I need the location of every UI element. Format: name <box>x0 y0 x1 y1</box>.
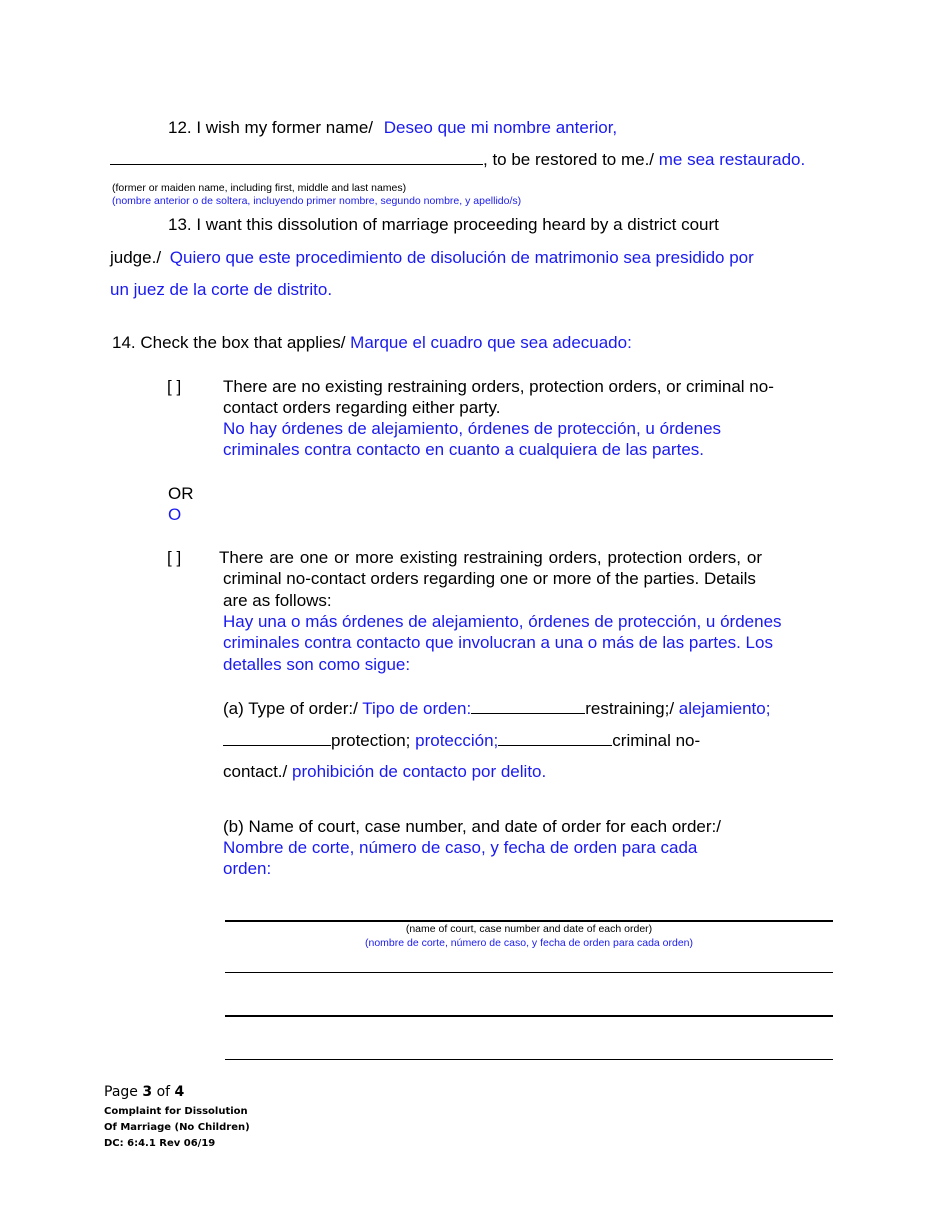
court-info-caption-en: (name of court, case number and date of each order) <box>405 923 653 935</box>
option2-es-line3: detalles son como sigue: <box>223 655 411 674</box>
restraining-blank[interactable] <box>471 697 585 714</box>
type-of-order-es: Tipo de orden: <box>362 699 472 718</box>
court-info-field-4[interactable] <box>225 1059 833 1060</box>
page-number <box>104 1084 184 1101</box>
item12-line1 <box>168 117 617 138</box>
item13-en-line2: judge./ <box>110 248 162 267</box>
protection-blank[interactable] <box>223 729 331 746</box>
footer-line2: Of Marriage (No Children) <box>104 1122 250 1133</box>
item13-es-line3: un juez de la corte de distrito. <box>110 280 333 299</box>
footer-line1: Complaint for Dissolution <box>104 1106 248 1117</box>
option2-checkbox[interactable]: [ ] <box>167 548 182 567</box>
item14-heading <box>112 332 632 353</box>
item12-note-es: (nombre anterior o de soltera, incluyendo primer nombre, segundo nombre, y apellido/s) <box>112 195 522 207</box>
option1-es-line2: criminales contra contacto en cuanto a cualquiera de las partes. <box>223 440 704 459</box>
criminal-blank[interactable] <box>498 729 612 746</box>
contact-es: prohibición de contacto por delito. <box>292 762 547 781</box>
item12-note-en: (former or maiden name, including first, middle and last names) <box>112 182 407 194</box>
footer-line3: DC: 6:4.1 Rev 06/19 <box>104 1138 216 1149</box>
option2-en-line3: are as follows: <box>223 591 332 610</box>
option1-checkbox[interactable]: [ ] <box>167 377 182 396</box>
option2-es-line2: criminales contra contacto que involucran a una o más de las partes. Los <box>223 633 773 652</box>
type-of-order-line2 <box>223 729 700 751</box>
type-of-order-line3 <box>223 761 546 782</box>
former-name-field[interactable] <box>110 148 483 165</box>
option1-en-line1: There are no existing restraining orders, protection orders, or criminal no- <box>223 377 774 396</box>
item12-line2 <box>110 148 805 170</box>
type-of-order-en: (a) Type of order:/ <box>223 699 358 718</box>
or-es: O <box>168 505 182 524</box>
protection-es: protección; <box>415 731 499 750</box>
page-num: 3 <box>142 1084 153 1100</box>
item12-es-start: Deseo que mi nombre anterior, <box>383 118 618 137</box>
court-info-es-line2: orden: <box>223 859 272 878</box>
restraining-en: restraining;/ <box>585 699 675 718</box>
court-info-es-line1: Nombre de corte, número de caso, y fecha de orden para cada <box>223 838 698 857</box>
court-info-caption-es: (nombre de corte, número de caso, y fecha de orden para cada orden) <box>364 937 694 949</box>
item12-es-end: me sea restaurado. <box>658 150 806 169</box>
restraining-es: alejamiento; <box>678 699 771 718</box>
item13-en-line1: 13. I want this dissolution of marriage proceeding heard by a district court <box>168 215 719 234</box>
option2-en-line1: There are one or more existing restraining orders, protection orders, or <box>219 548 763 567</box>
court-info-field-1[interactable] <box>225 920 833 922</box>
page-total: 4 <box>174 1084 185 1100</box>
item13-line2 <box>110 247 754 268</box>
item14-en: 14. Check the box that applies/ <box>112 333 346 352</box>
court-info-field-3[interactable] <box>225 1015 833 1017</box>
type-of-order-line1 <box>223 697 770 719</box>
option1-es-line1: No hay órdenes de alejamiento, órdenes de protección, u órdenes <box>223 419 722 438</box>
page-label: Page <box>104 1084 138 1100</box>
or-en: OR <box>168 484 194 503</box>
option1-en-line2: contact orders regarding either party. <box>223 398 501 417</box>
criminal-en: criminal no- <box>612 731 701 750</box>
item12-en-end: , to be restored to me./ <box>483 150 655 169</box>
option2-es-line1: Hay una o más órdenes de alejamiento, órdenes de protección, u órdenes <box>223 612 782 631</box>
protection-en: protection; <box>331 731 411 750</box>
option2-en-line2: criminal no-contact orders regarding one or more of the parties. Details <box>223 569 756 588</box>
item12-en-start: 12. I wish my former name/ <box>168 118 374 137</box>
item14-es: Marque el cuadro que sea adecuado: <box>350 333 632 352</box>
item13-es-line2: Quiero que este procedimiento de disolución de matrimonio sea presidido por <box>169 248 754 267</box>
of-label: of <box>156 1084 171 1100</box>
court-info-en: (b) Name of court, case number, and date of order for each order:/ <box>223 817 721 836</box>
contact-en: contact./ <box>223 762 288 781</box>
court-info-field-2[interactable] <box>225 972 833 973</box>
